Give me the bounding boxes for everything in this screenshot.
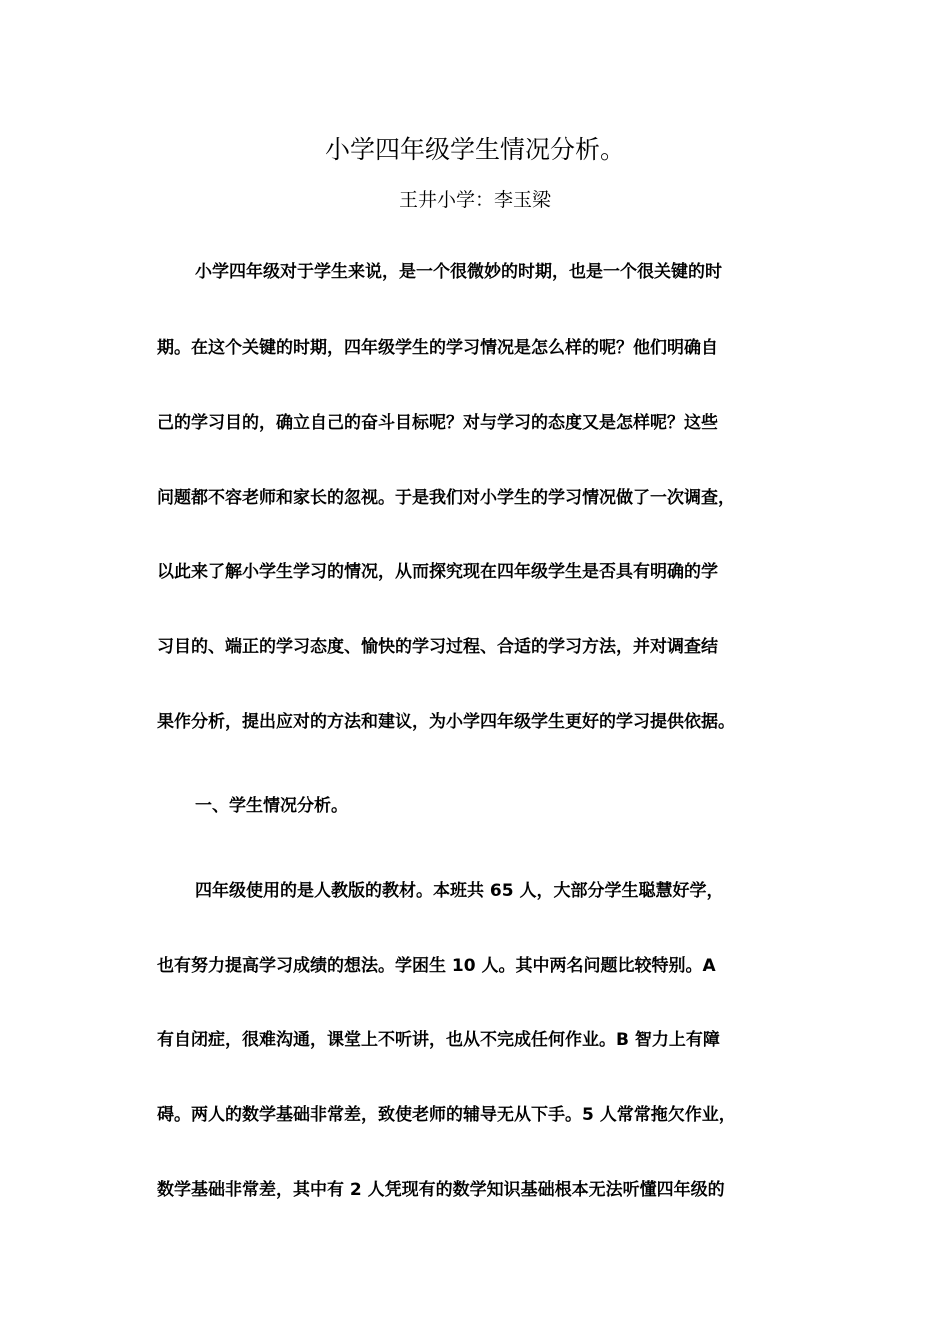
section-line: 碍。两人的数学基础非常差，致使老师的辅导无从下手。5 人常常拖欠作业， [157, 1105, 736, 1125]
intro-line: 问题都不容老师和家长的忽视。于是我们对小学生的学习情况做了一次调查， [157, 488, 735, 508]
section-line: 也有努力提高学习成绩的想法。学困生 10 人。其中两名问题比较特别。A [157, 956, 716, 976]
section-line: 数学基础非常差，其中有 2 人凭现有的数学知识基础根本无法听懂四年级的 [157, 1180, 725, 1200]
intro-line: 期。在这个关键的时期，四年级学生的学习情况是怎么样的呢？他们明确自 [157, 338, 718, 358]
intro-line: 习目的、端正的学习态度、愉快的学习过程、合适的学习方法，并对调查结 [157, 637, 718, 657]
intro-line: 以此来了解小学生学习的情况，从而探究现在四年级学生是否具有明确的学 [157, 562, 718, 582]
section-heading: 一、学生情况分析。 [195, 796, 348, 816]
author-line: 王井小学：李玉梁 [398, 189, 551, 211]
document-title: 小学四年级学生情况分析。 [324, 135, 625, 164]
intro-line: 己的学习目的，确立自己的奋斗目标呢？对与学习的态度又是怎样呢？这些 [157, 413, 718, 433]
intro-line: 小学四年级对于学生来说，是一个很微妙的时期，也是一个很关键的时 [195, 262, 722, 282]
section-line: 四年级使用的是人教版的教材。本班共 65 人，大部分学生聪慧好学， [195, 881, 724, 901]
section-line: 有自闭症，很难沟通，课堂上不听讲，也从不完成任何作业。B 智力上有障 [157, 1030, 720, 1050]
intro-line: 果作分析，提出应对的方法和建议，为小学四年级学生更好的学习提供依据。 [157, 712, 735, 732]
